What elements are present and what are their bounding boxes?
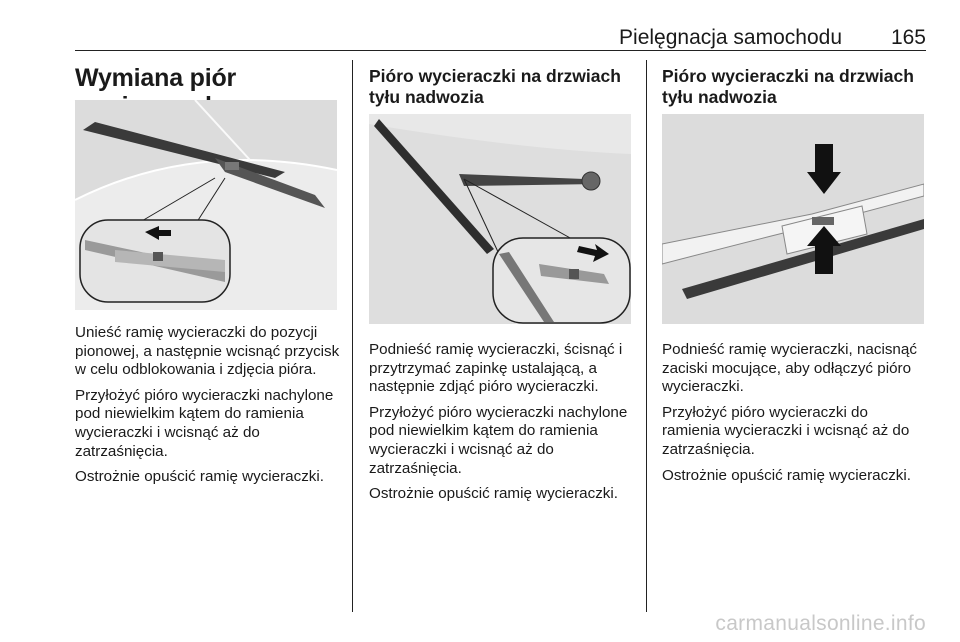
section-text xyxy=(75,324,343,494)
section-heading: Wymiana piór xyxy=(75,64,237,92)
section-heading: Pióro wycieraczki na drzwiach tyłu nadwozia xyxy=(369,66,621,107)
section-rear-wiper-2 xyxy=(662,58,930,484)
section-rear-wiper-1 xyxy=(369,58,637,503)
paragraph: Przyłożyć pióro wycieraczki nachylone pod niewielkim kątem do ramienia wycieraczki i wcisnąć aż do zatrzaśnięcia. xyxy=(369,403,628,477)
paragraph: Ostrożnie opuścić ramię wycieraczki. xyxy=(75,468,324,486)
paragraph: Ostrożnie opuścić ramię wycieraczki. xyxy=(369,485,618,503)
paragraph: Podnieść ramię wycieraczki, ścisnąć i przytrzymać zapinkę ustalającą, a następnie zdjąć pióro wycieraczki. xyxy=(369,341,623,396)
rear-wiper-illustration-2 xyxy=(662,114,924,324)
front-wiper-illustration xyxy=(75,100,337,310)
rear-wiper-svg-2 xyxy=(662,114,924,324)
section-text xyxy=(369,341,637,511)
section-front-wiper xyxy=(75,58,343,486)
watermark: carmanualsonline.info xyxy=(715,612,926,635)
front-wiper-svg xyxy=(75,100,337,310)
rear-wiper-svg-1 xyxy=(369,114,631,324)
paragraph: Podnieść ramię wycieraczki, nacisnąć zaciski mocujące, aby odłączyć pióro wycieraczki. xyxy=(662,341,917,396)
section-heading: Pióro wycieraczki na drzwiach tyłu nadwozia xyxy=(662,66,914,107)
paragraph: Przyłożyć pióro wycieraczki nachylone pod niewielkim kątem do ramienia wycieraczki i wcisnąć aż do zatrzaśnięcia. xyxy=(75,386,334,460)
rear-wiper-illustration-1 xyxy=(369,114,631,324)
header-title: Pielęgnacja samochodu xyxy=(619,26,842,49)
column-divider-1 xyxy=(352,60,353,612)
column-divider-2 xyxy=(646,60,647,612)
section-text xyxy=(662,341,930,492)
paragraph: Ostrożnie opuścić ramię wycieraczki. xyxy=(662,466,911,484)
paragraph: Przyłożyć pióro wycieraczki do ramienia wycieraczki i wcisnąć aż do zatrzaśnięcia. xyxy=(662,403,910,458)
paragraph: Unieść ramię wycieraczki do pozycji pionowej, a następnie wcisnąć przycisk w celu odblokowania i zdjęcia pióra. xyxy=(75,324,340,379)
page-header xyxy=(75,26,926,51)
page-number: 165 xyxy=(890,26,926,49)
